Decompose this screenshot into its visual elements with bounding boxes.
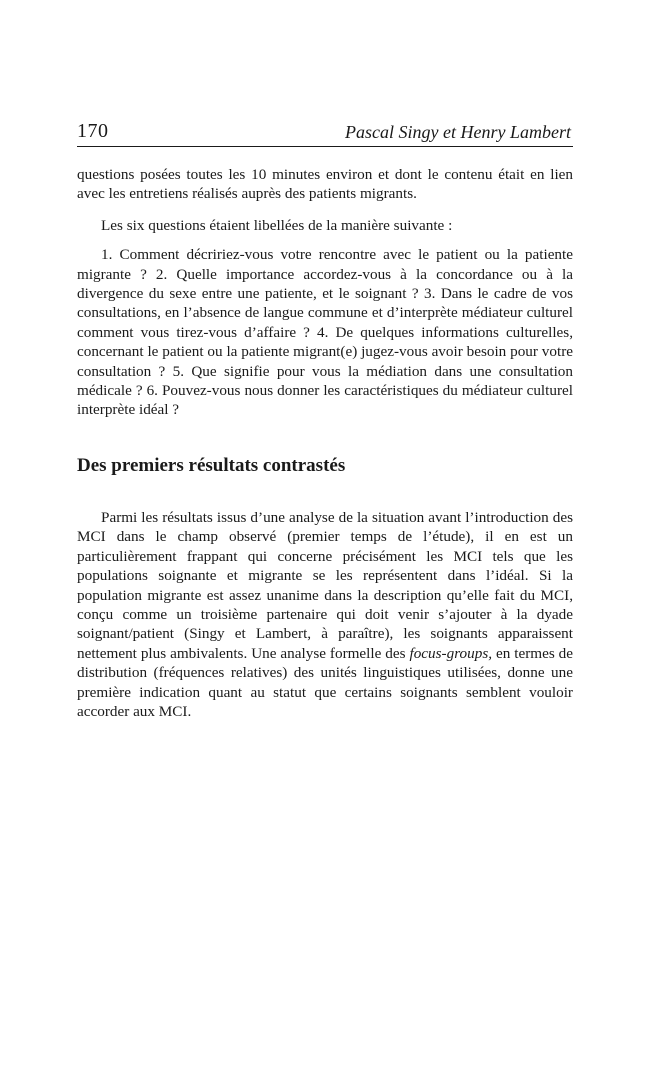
- paragraph-results: [77, 508, 573, 721]
- results-text-end: en termes de distribution (fréquences relatives) des unités linguistiques utilisées, donne une première indication quant au statut que certains soignants semblent vouloir accorder aux MCI.: [77, 644, 573, 720]
- running-title: Pascal Singy et Henry Lambert: [345, 122, 571, 142]
- running-head: [77, 120, 573, 147]
- paragraph-continuation: questions posées toutes les 10 minutes environ et dont le contenu était en lien avec les entretiens réalisés auprès des patients migrants.: [77, 166, 573, 203]
- paragraph-questions-intro: Les six questions étaient libellées de la manière suivante :: [101, 216, 453, 234]
- page-body: [77, 165, 573, 721]
- paragraph-questions-list: 1. Comment décririez-vous votre rencontre avec le patient ou la patiente migrante ? 2. Quelle importance accordez-vous à la concordance ou à la divergence du sexe entre une patiente, et le soignant ? 3. Dans le cadre de vos consultations, en l’absence de langue commune et d’interprète médiateur culturel comment vous tirez-vous d’affaire ? 4. De quelques informations culturelles, concernant le patient ou la patiente migrant(e) jugez-vous avoir besoin pour votre consultation ? 5. Que signifie pour vous la médiation dans une consultation médicale ? 6. Pouvez-vous nous donner les caractéristiques du médiateur culturel interprète idéal ?: [77, 246, 573, 419]
- page-number: 170: [77, 120, 109, 142]
- section-heading: Des premiers résultats contrastés: [77, 454, 346, 476]
- results-text-italic: focus-groups,: [409, 644, 493, 662]
- results-text-start: Parmi les résultats issus d’une analyse de la situation avant l’introduction des MCI dans le champ observé (premier temps de l’étude), il en est un particulièrement frappant qui concerne précisément les MCI tels que les populations soignante et migrante se les représentent dans l’idéal. Si la population migrante est assez unanime dans la description qu’elle fait du MCI, conçu comme un troisième partenaire qui doit venir s’ajouter à la dyade soignant/patient (Singy et Lambert, à paraître), les soignants apparaissent nettement plus ambivalents. Une analyse formelle des: [77, 508, 573, 662]
